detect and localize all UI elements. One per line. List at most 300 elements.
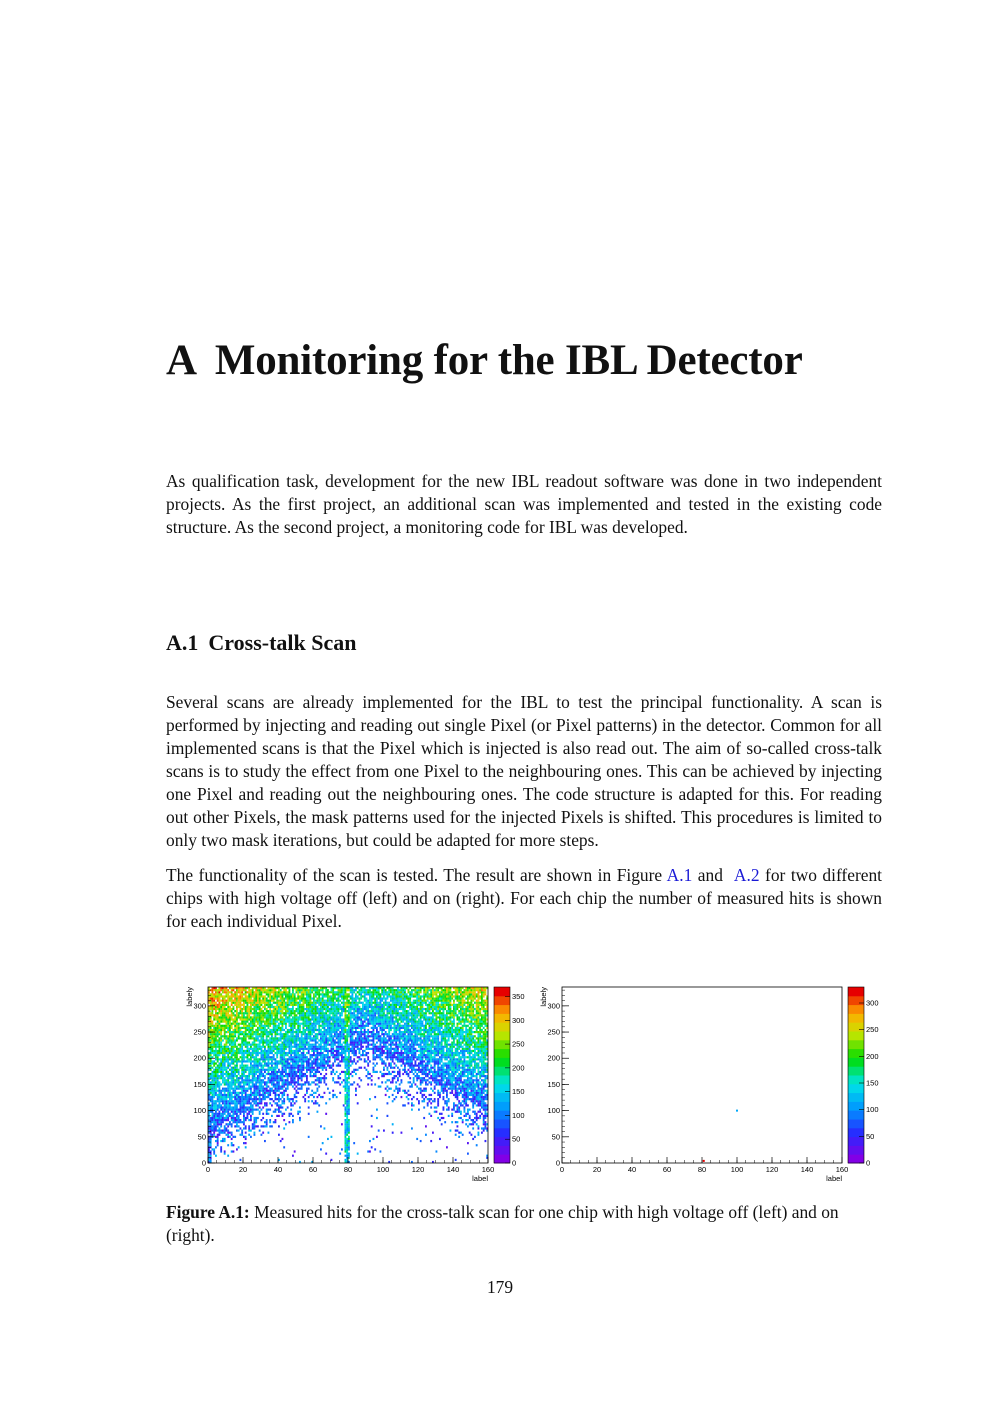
heatmap-cell — [317, 1054, 319, 1056]
heatmap-cell — [324, 1033, 326, 1035]
heatmap-cell — [233, 1006, 235, 1008]
heatmap-cell — [297, 1075, 299, 1077]
heatmap-cell — [275, 1018, 277, 1020]
heatmap-cell — [345, 1129, 347, 1131]
heatmap-cell — [364, 1039, 366, 1041]
heatmap-cell — [390, 991, 392, 993]
heatmap-cell — [289, 1018, 291, 1020]
heatmap-cell — [310, 1021, 312, 1023]
heatmap-cell — [233, 1117, 235, 1119]
heatmap-cell — [360, 991, 362, 993]
heatmap-cell — [325, 1025, 327, 1027]
heatmap-cell — [348, 1111, 350, 1113]
heatmap-cell — [275, 1048, 277, 1050]
heatmap-cell — [308, 1004, 310, 1006]
heatmap-cell — [259, 1100, 261, 1102]
heatmap-cell — [271, 989, 273, 991]
heatmap-cell — [285, 993, 287, 995]
heatmap-cell — [294, 1046, 296, 1048]
heatmap-cell — [394, 1090, 396, 1092]
heatmap-cell — [282, 1004, 284, 1006]
heatmap-cell — [345, 1052, 347, 1054]
heatmap-cell — [387, 995, 389, 997]
heatmap-cell — [210, 1012, 212, 1014]
heatmap-cell — [282, 1092, 284, 1094]
heatmap-cell — [313, 1102, 315, 1104]
heatmap-cell — [325, 1060, 327, 1062]
heatmap-cell — [364, 1025, 366, 1027]
heatmap-cell — [304, 991, 306, 993]
heatmap-cell — [299, 1069, 301, 1071]
heatmap-cell — [310, 1073, 312, 1075]
heatmap-cell — [322, 1067, 324, 1069]
heatmap-cell — [222, 1100, 224, 1102]
heatmap-cell — [346, 1033, 348, 1035]
heatmap-cell — [387, 1046, 389, 1048]
heatmap-cell — [327, 1050, 329, 1052]
heatmap-cell — [388, 1023, 390, 1025]
heatmap-cell — [392, 1077, 394, 1079]
heatmap-cell — [227, 995, 229, 997]
heatmap-cell — [359, 991, 361, 993]
heatmap-cell — [271, 1056, 273, 1058]
heatmap-cell — [310, 1037, 312, 1039]
heatmap-cell — [240, 1060, 242, 1062]
heatmap-cell — [395, 1088, 397, 1090]
heatmap-cell — [245, 1050, 247, 1052]
heatmap-cell — [220, 1146, 222, 1148]
heatmap-cell — [327, 1031, 329, 1033]
heatmap-cell — [226, 1069, 228, 1071]
heatmap-cell — [311, 1054, 313, 1056]
heatmap-cell — [227, 1102, 229, 1104]
heatmap-cell — [226, 1111, 228, 1113]
heatmap-cell — [313, 995, 315, 997]
heatmap-cell — [289, 993, 291, 995]
heatmap-cell — [303, 1018, 305, 1020]
heatmap-cell — [269, 1079, 271, 1081]
heatmap-cell — [373, 995, 375, 997]
heatmap-cell — [234, 1100, 236, 1102]
heatmap-cell — [292, 1008, 294, 1010]
heatmap-cell — [245, 1079, 247, 1081]
heatmap-cell — [254, 1039, 256, 1041]
heatmap-cell — [233, 1096, 235, 1098]
heatmap-cell — [308, 1044, 310, 1046]
heatmap-cell — [387, 1023, 389, 1025]
heatmap-cell — [259, 1129, 261, 1131]
heatmap-cell — [387, 1002, 389, 1004]
heatmap-cell — [290, 1050, 292, 1052]
heatmap-cell — [234, 1039, 236, 1041]
heatmap-cell — [325, 1069, 327, 1071]
heatmap-cell — [317, 1033, 319, 1035]
heatmap-cell — [380, 993, 382, 995]
heatmap-cell — [374, 1025, 376, 1027]
heatmap-cell — [210, 1048, 212, 1050]
heatmap-cell — [315, 1044, 317, 1046]
heatmap-cell — [392, 1071, 394, 1073]
heatmap-cell — [280, 1031, 282, 1033]
heatmap-cell — [243, 1090, 245, 1092]
heatmap-cell — [338, 1075, 340, 1077]
heatmap-cell — [241, 1062, 243, 1064]
heatmap-cell — [264, 1056, 266, 1058]
heatmap-cell — [262, 1060, 264, 1062]
heatmap-cell — [304, 997, 306, 999]
heatmap-cell — [320, 1031, 322, 1033]
heatmap-cell — [318, 1002, 320, 1004]
heatmap-cell — [325, 1056, 327, 1058]
heatmap-cell — [227, 1046, 229, 1048]
heatmap-cell — [338, 1048, 340, 1050]
heatmap-cell — [227, 1029, 229, 1031]
heatmap-cell — [385, 1088, 387, 1090]
heatmap-cell — [266, 1035, 268, 1037]
heatmap-cell — [252, 1123, 254, 1125]
heatmap-cell — [366, 993, 368, 995]
heatmap-cell — [355, 1006, 357, 1008]
heatmap-cell — [296, 1029, 298, 1031]
heatmap-cell — [292, 1035, 294, 1037]
heatmap-cell — [222, 1106, 224, 1108]
heatmap-cell — [364, 997, 366, 999]
heatmap-cell — [315, 989, 317, 991]
heatmap-cell — [248, 997, 250, 999]
heatmap-cell — [329, 1023, 331, 1025]
heatmap-cell — [339, 1014, 341, 1016]
heatmap-cell — [213, 1069, 215, 1071]
heatmap-cell — [278, 1115, 280, 1117]
heatmap-cell — [345, 1067, 347, 1069]
heatmap-cell — [341, 1008, 343, 1010]
heatmap-cell — [341, 1123, 343, 1125]
heatmap-cell — [234, 1111, 236, 1113]
heatmap-cell — [313, 1069, 315, 1071]
heatmap-cell — [296, 1016, 298, 1018]
heatmap-cell — [276, 1054, 278, 1056]
heatmap-cell — [217, 1142, 219, 1144]
heatmap-cell — [345, 1109, 347, 1111]
heatmap-cell — [336, 1031, 338, 1033]
heatmap-cell — [245, 1127, 247, 1129]
heatmap-cell — [215, 1006, 217, 1008]
heatmap-cell — [385, 1073, 387, 1075]
heatmap-cell — [269, 993, 271, 995]
heatmap-cell — [308, 1081, 310, 1083]
heatmap-cell — [259, 1058, 261, 1060]
heatmap-cell — [355, 1069, 357, 1071]
heatmap-cell — [366, 1046, 368, 1048]
heatmap-cell — [273, 1056, 275, 1058]
heatmap-cell — [276, 1094, 278, 1096]
heatmap-cell — [245, 1090, 247, 1092]
heatmap-cell — [297, 1077, 299, 1079]
heatmap-cell — [287, 1088, 289, 1090]
heatmap-cell — [285, 1023, 287, 1025]
heatmap-cell — [282, 1102, 284, 1104]
heatmap-cell — [227, 1088, 229, 1090]
heatmap-cell — [269, 989, 271, 991]
heatmap-cell — [275, 1033, 277, 1035]
heatmap-cell — [346, 1148, 348, 1150]
heatmap-cell — [290, 1054, 292, 1056]
heatmap-cell — [257, 1048, 259, 1050]
heatmap-cell — [392, 1014, 394, 1016]
heatmap-cell — [301, 1056, 303, 1058]
heatmap-cell — [262, 1079, 264, 1081]
heatmap-cell — [357, 1048, 359, 1050]
figure-ref-a2-link[interactable]: A.2 — [733, 865, 760, 885]
heatmap-cell — [240, 1113, 242, 1115]
heatmap-cell — [240, 995, 242, 997]
heatmap-cell — [327, 1033, 329, 1035]
heatmap-cell — [325, 1048, 327, 1050]
heatmap-cell — [290, 1083, 292, 1085]
heatmap-cell — [324, 1050, 326, 1052]
heatmap-cell — [352, 1048, 354, 1050]
heatmap-cell — [233, 1054, 235, 1056]
heatmap-cell — [348, 1056, 350, 1058]
heatmap-cell — [271, 1012, 273, 1014]
heatmap-cell — [224, 997, 226, 999]
heatmap-cell — [387, 1010, 389, 1012]
heatmap-cell — [285, 1079, 287, 1081]
heatmap-cell — [280, 1021, 282, 1023]
heatmap-cell — [283, 1094, 285, 1096]
heatmap-cell — [238, 991, 240, 993]
heatmap-cell — [352, 1016, 354, 1018]
heatmap-cell — [311, 1046, 313, 1048]
heatmap-cell — [282, 1023, 284, 1025]
heatmap-cell — [229, 1113, 231, 1115]
heatmap-cell — [222, 1069, 224, 1071]
heatmap-cell — [318, 991, 320, 993]
heatmap-cell — [395, 1027, 397, 1029]
heatmap-cell — [255, 1056, 257, 1058]
heatmap-cell — [294, 1000, 296, 1002]
heatmap-cell — [378, 1021, 380, 1023]
heatmap-cell — [250, 1025, 252, 1027]
heatmap-cell — [245, 1060, 247, 1062]
heatmap-cell — [294, 1004, 296, 1006]
heatmap-cell — [268, 1069, 270, 1071]
heatmap-cell — [210, 1138, 212, 1140]
heatmap-cell — [387, 1004, 389, 1006]
heatmap-cell — [219, 1117, 221, 1119]
heatmap-cell — [247, 1058, 249, 1060]
heatmap-cell — [278, 1046, 280, 1048]
heatmap-cell — [264, 1023, 266, 1025]
heatmap-cell — [367, 1010, 369, 1012]
heatmap-cell — [262, 1018, 264, 1020]
heatmap-cell — [234, 1029, 236, 1031]
heatmap-cell — [259, 1052, 261, 1054]
heatmap-cell — [268, 1035, 270, 1037]
heatmap-cell — [345, 1039, 347, 1041]
heatmap-cell — [264, 1125, 266, 1127]
heatmap-cell — [292, 1069, 294, 1071]
heatmap-cell — [241, 1052, 243, 1054]
heatmap-cell — [336, 1000, 338, 1002]
heatmap-cell — [345, 997, 347, 999]
heatmap-cell — [217, 1023, 219, 1025]
heatmap-cell — [268, 991, 270, 993]
heatmap-cell — [224, 1102, 226, 1104]
heatmap-cell — [376, 991, 378, 993]
heatmap-cell — [296, 1004, 298, 1006]
heatmap-cell — [334, 1016, 336, 1018]
heatmap-cell — [233, 1031, 235, 1033]
heatmap-cell — [271, 1031, 273, 1033]
heatmap-cell — [324, 1037, 326, 1039]
heatmap-cell — [271, 1033, 273, 1035]
heatmap-cell — [224, 1127, 226, 1129]
heatmap-cell — [233, 1008, 235, 1010]
heatmap-cell — [213, 1096, 215, 1098]
heatmap-cell — [381, 1081, 383, 1083]
heatmap-cell — [387, 991, 389, 993]
heatmap-cell — [255, 1016, 257, 1018]
heatmap-cell — [241, 1102, 243, 1104]
heatmap-cell — [222, 1079, 224, 1081]
heatmap-cell — [217, 1052, 219, 1054]
heatmap-cell — [226, 1123, 228, 1125]
heatmap-cell — [273, 1037, 275, 1039]
heatmap-cell — [360, 1048, 362, 1050]
heatmap-cell — [278, 993, 280, 995]
heatmap-cell — [317, 1021, 319, 1023]
heatmap-cell — [385, 1052, 387, 1054]
heatmap-cell — [299, 1012, 301, 1014]
heatmap-cell — [317, 1010, 319, 1012]
heatmap-cell — [327, 991, 329, 993]
heatmap-cell — [248, 1048, 250, 1050]
heatmap-cell — [301, 1052, 303, 1054]
heatmap-cell — [227, 1111, 229, 1113]
heatmap-cell — [306, 1008, 308, 1010]
heatmap-cell — [366, 1075, 368, 1077]
heatmap-cell — [325, 1050, 327, 1052]
heatmap-cell — [217, 1016, 219, 1018]
heatmap-cell — [308, 1033, 310, 1035]
heatmap-cell — [381, 1041, 383, 1043]
heatmap-cell — [222, 1050, 224, 1052]
heatmap-cell — [296, 1050, 298, 1052]
heatmap-cell — [215, 1100, 217, 1102]
heatmap-cell — [255, 1085, 257, 1087]
heatmap-cell — [383, 997, 385, 999]
heatmap-cell — [296, 1048, 298, 1050]
heatmap-cell — [301, 1044, 303, 1046]
heatmap-cell — [268, 1027, 270, 1029]
heatmap-cell — [355, 1088, 357, 1090]
heatmap-cell — [264, 1027, 266, 1029]
heatmap-cell — [378, 991, 380, 993]
heatmap-cell — [383, 993, 385, 995]
heatmap-cell — [215, 1085, 217, 1087]
heatmap-cell — [341, 1010, 343, 1012]
heatmap-cell — [250, 1119, 252, 1121]
heatmap-cell — [327, 995, 329, 997]
heatmap-cell — [336, 1041, 338, 1043]
heatmap-cell — [289, 1023, 291, 1025]
heatmap-cell — [220, 1004, 222, 1006]
heatmap-cell — [289, 995, 291, 997]
heatmap-cell — [388, 989, 390, 991]
heatmap-cell — [325, 1046, 327, 1048]
heatmap-cell — [385, 997, 387, 999]
heatmap-cell — [315, 1102, 317, 1104]
heatmap-cell — [308, 1002, 310, 1004]
heatmap-cell — [275, 1083, 277, 1085]
heatmap-cell — [275, 1006, 277, 1008]
heatmap-cell — [219, 1041, 221, 1043]
heatmap-cell — [374, 1033, 376, 1035]
heatmap-cell — [283, 1037, 285, 1039]
heatmap-cell — [324, 1077, 326, 1079]
heatmap-cell — [233, 1037, 235, 1039]
heatmap-cell — [212, 1106, 214, 1108]
heatmap-cell — [296, 1062, 298, 1064]
heatmap-cell — [327, 1025, 329, 1027]
heatmap-cell — [320, 1046, 322, 1048]
heatmap-cell — [245, 1109, 247, 1111]
heatmap-cell — [254, 1100, 256, 1102]
heatmap-cell — [227, 1004, 229, 1006]
heatmap-cell — [226, 1096, 228, 1098]
heatmap-cell — [311, 991, 313, 993]
heatmap-cell — [325, 1037, 327, 1039]
heatmap-cell — [280, 1140, 282, 1142]
heatmap-cell — [376, 997, 378, 999]
figure-ref-a1-link[interactable]: A.1 — [666, 865, 693, 885]
heatmap-cell — [234, 1035, 236, 1037]
heatmap-cell — [336, 1058, 338, 1060]
heatmap-cell — [294, 1079, 296, 1081]
heatmap-cell — [229, 1136, 231, 1138]
heatmap-cell — [226, 1060, 228, 1062]
heatmap-cell — [217, 1039, 219, 1041]
heatmap-cell — [282, 1029, 284, 1031]
heatmap-cell — [250, 1073, 252, 1075]
heatmap-cell — [395, 1065, 397, 1067]
heatmap-cell — [301, 1004, 303, 1006]
heatmap-cell — [374, 1052, 376, 1054]
heatmap-cell — [238, 995, 240, 997]
heatmap-cell — [222, 989, 224, 991]
heatmap-cell — [220, 1140, 222, 1142]
heatmap-cell — [301, 1014, 303, 1016]
heatmap-cell — [233, 1100, 235, 1102]
heatmap-cell — [317, 1002, 319, 1004]
heatmap-cell — [233, 1102, 235, 1104]
heatmap-cell — [313, 1075, 315, 1077]
heatmap-cell — [290, 1014, 292, 1016]
heatmap-cell — [264, 1077, 266, 1079]
heatmap-cell — [262, 989, 264, 991]
heatmap-cell — [303, 1060, 305, 1062]
heatmap-cell — [369, 1004, 371, 1006]
heatmap-cell — [227, 1031, 229, 1033]
heatmap-cell — [215, 989, 217, 991]
heatmap-cell — [227, 1021, 229, 1023]
heatmap-cell — [219, 1096, 221, 1098]
heatmap-cell — [245, 1025, 247, 1027]
heatmap-cell — [322, 1006, 324, 1008]
heatmap-cell — [262, 997, 264, 999]
heatmap-cell — [322, 1062, 324, 1064]
